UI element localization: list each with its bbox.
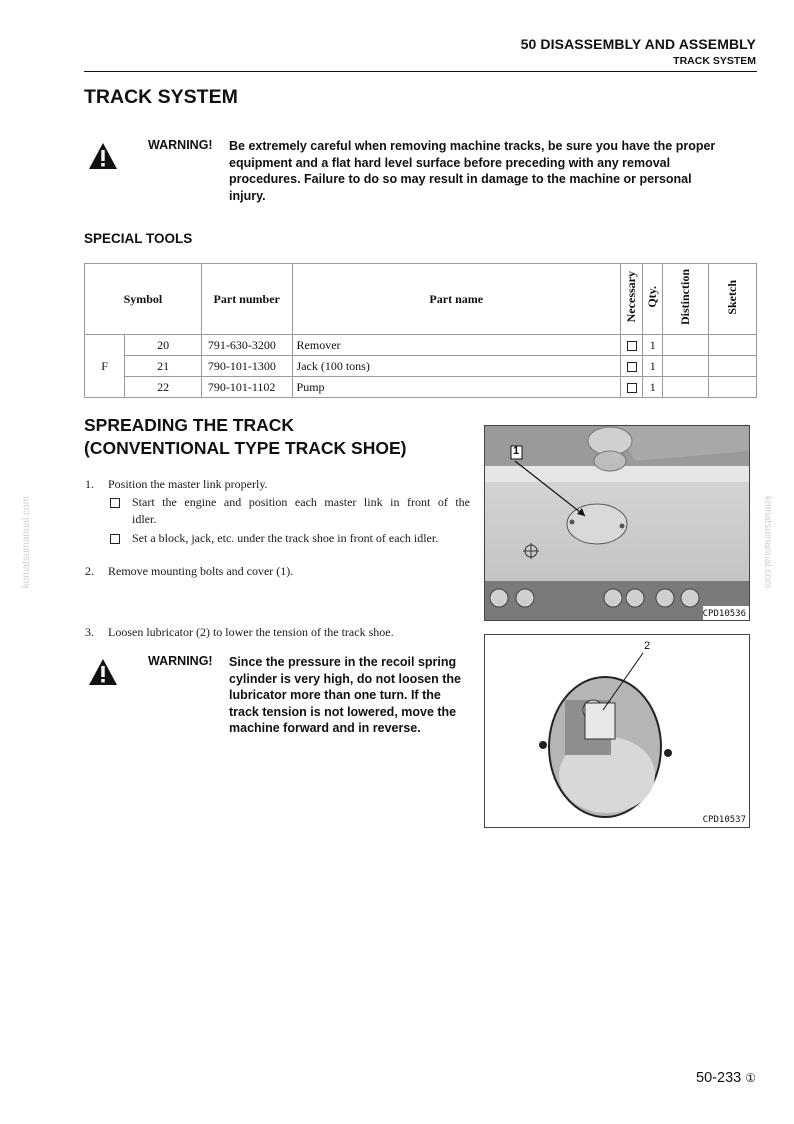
section-title (84, 414, 406, 460)
step-3-text: Loosen lubricator (2) to lower the tension of the track shoe. (108, 625, 394, 639)
special-tools-table (84, 263, 757, 398)
qty: 1 (643, 356, 663, 377)
step-1-sub-2: Set a block, jack, etc. under the track shoe in front of each idler. (132, 531, 439, 545)
qty: 1 (643, 335, 663, 356)
sketch (708, 335, 756, 356)
part-number: 790-101-1102 (201, 377, 292, 398)
col-sketch: Sketch (708, 264, 756, 335)
warning-label: WARNING! (148, 654, 213, 668)
tool-symbol: 20 (125, 335, 202, 356)
page-number-text: 50-233 (696, 1070, 742, 1086)
section-header: TRACK SYSTEM (673, 55, 756, 67)
warning-text (229, 138, 715, 204)
distinction (663, 377, 708, 398)
distinction (663, 335, 708, 356)
warning-line: equipment and a flat hard level surface before preceding with any removal (229, 155, 671, 170)
checkbox-icon (110, 498, 120, 508)
sketch (708, 377, 756, 398)
tool-symbol: 22 (125, 377, 202, 398)
table-row (85, 335, 757, 356)
header-rule (84, 71, 757, 72)
warning-line: procedures. Failure to do so may result in damage to the machine or personal (229, 172, 692, 186)
chapter-header: 50 DISASSEMBLY AND ASSEMBLY (520, 36, 756, 52)
table-row (85, 356, 757, 377)
step-2-number: 2. (85, 564, 94, 578)
step-1-sub-1-line1: Start the engine and position each master link in front of the (132, 495, 470, 509)
checkbox-icon (110, 534, 120, 544)
necessary-checkbox (620, 356, 642, 377)
part-name: Jack (100 tons) (292, 356, 620, 377)
table-row (85, 377, 757, 398)
warning-text (229, 654, 461, 737)
figure2-code: CPD10537 (702, 815, 746, 825)
part-name: Remover (292, 335, 620, 356)
col-part-name: Part name (292, 264, 620, 335)
warning-line: machine forward and in reverse. (229, 721, 421, 735)
step-1-text: Position the master link properly. (108, 477, 268, 491)
table-header-row (85, 264, 757, 335)
col-necessary: Necessary (620, 264, 642, 335)
warning-icon (88, 142, 118, 170)
warning-icon (88, 658, 118, 686)
distinction (663, 356, 708, 377)
warning-line: injury. (229, 188, 266, 203)
group-symbol: F (85, 335, 125, 398)
warning-line: Be extremely careful when removing machine tracks, be sure you have the proper (229, 139, 716, 153)
figure1-callout: 1 (513, 445, 520, 457)
step-3-number: 3. (85, 625, 94, 639)
watermark-right: komatsumanual.com (762, 496, 773, 589)
page-number (696, 1070, 756, 1086)
step-2-text: Remove mounting bolts and cover (1). (108, 564, 294, 578)
col-distinction: Distinction (663, 264, 708, 335)
col-part-number: Part number (201, 264, 292, 335)
part-number: 790-101-1300 (201, 356, 292, 377)
qty: 1 (643, 377, 663, 398)
necessary-checkbox (620, 335, 642, 356)
section-title-line: (CONVENTIONAL TYPE TRACK SHOE) (84, 438, 407, 458)
step-1-number: 1. (85, 477, 94, 491)
watermark-left: komatsumanual.com (21, 496, 32, 589)
warning-line: track tension is not lowered, move the (229, 704, 457, 719)
special-tools-title: SPECIAL TOOLS (84, 231, 193, 246)
warning-line: Since the pressure in the recoil spring (229, 655, 457, 669)
step-1-sub-1-line2: idler. (132, 512, 157, 526)
part-name: Pump (292, 377, 620, 398)
col-qty: Qty. (643, 264, 663, 335)
page-title: TRACK SYSTEM (84, 86, 238, 108)
figure-lubricator-photo (484, 634, 750, 828)
figure2-callout: 2 (644, 640, 651, 652)
warning-label: WARNING! (148, 138, 213, 152)
lubricator-illustration (485, 635, 749, 827)
warning-line: cylinder is very high, do not loosen the (229, 671, 461, 686)
track-frame-illustration (485, 426, 749, 620)
col-symbol: Symbol (85, 264, 202, 335)
tool-symbol: 21 (125, 356, 202, 377)
section-title-line: SPREADING THE TRACK (84, 415, 295, 435)
figure-track-frame-photo (484, 425, 750, 621)
warning-line: lubricator more than one turn. If the (229, 688, 441, 702)
part-number: 791-630-3200 (201, 335, 292, 356)
figure1-code: CPD10536 (702, 609, 746, 619)
revision-mark: ① (745, 1071, 756, 1085)
necessary-checkbox (620, 377, 642, 398)
sketch (708, 356, 756, 377)
